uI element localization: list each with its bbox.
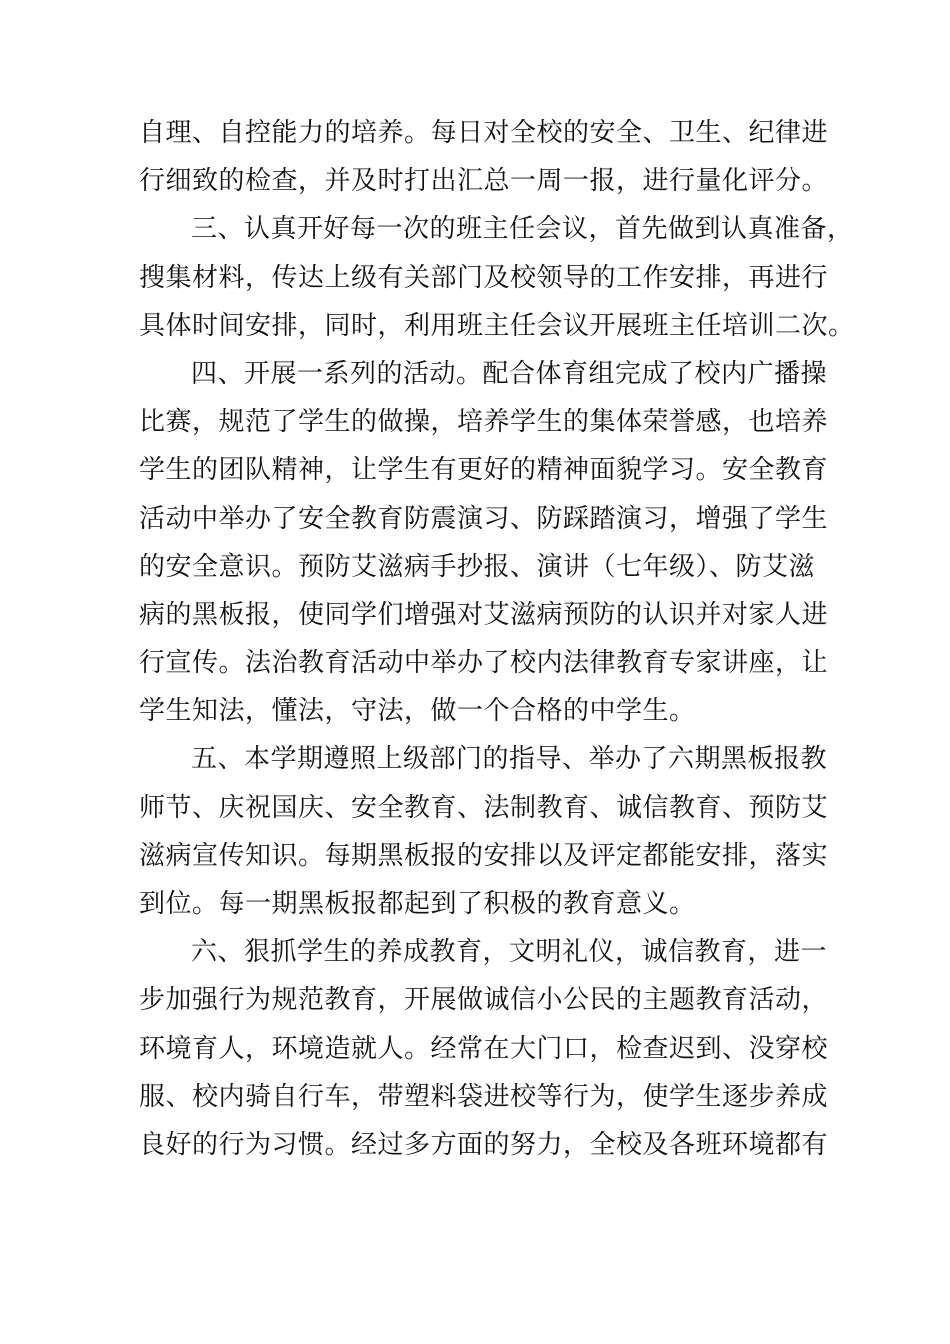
text-line: 行细致的检查，并及时打出汇总一周一报，进行量化评分。 <box>139 166 829 197</box>
text-line: 活动中举办了安全教育防震演习、防踩踏演习，增强了学生 <box>139 503 829 534</box>
paragraph-start-line: 六、狠抓学生的养成教育，文明礼仪，诚信教育，进一 <box>191 937 828 968</box>
paragraph-start-line: 五、本学期遵照上级部门的指导、举办了六期黑板报教 <box>191 744 828 775</box>
paragraph-start-line: 三、认真开好每一次的班主任会议，首先做到认真准备， <box>191 214 854 245</box>
text-line: 师节、庆祝国庆、安全教育、法制教育、诚信教育、预防艾 <box>139 792 829 823</box>
text-line: 步加强行为规范教育，开展做诚信小公民的主题教育活动， <box>139 985 829 1016</box>
text-line: 自理、自控能力的培养。每日对全校的安全、卫生、纪律进 <box>139 118 829 148</box>
text-line: 学生的团队精神，让学生有更好的精神面貌学习。安全教育 <box>139 455 829 486</box>
text-line: 搜集材料，传达上级有关部门及校领导的工作安排，再进行 <box>139 262 829 293</box>
text-line: 良好的行为习惯。经过多方面的努力，全校及各班环境都有 <box>139 1129 829 1160</box>
text-line: 滋病宣传知识。每期黑板报的安排以及评定都能安排，落实 <box>139 840 829 871</box>
document-body <box>139 109 855 1169</box>
text-line: 环境育人，环境造就人。经常在大门口，检查迟到、没穿校 <box>139 1033 829 1064</box>
paragraph-start-line: 四、开展一系列的活动。配合体育组完成了校内广播操 <box>191 358 828 389</box>
text-line: 比赛，规范了学生的做操，培养学生的集体荣誉感，也培养 <box>139 407 829 438</box>
text-line: 的安全意识。预防艾滋病手抄报、演讲（七年级）、防艾滋 <box>139 551 816 582</box>
text-line: 病的黑板报，使同学们增强对艾滋病预防的认识并对家人进 <box>139 599 829 630</box>
text-line: 到位。每一期黑板报都起到了积极的教育意义。 <box>139 889 696 919</box>
text-line: 服、校内骑自行车，带塑料袋进校等行为，使学生逐步养成 <box>139 1081 829 1112</box>
text-line: 具体时间安排，同时，利用班主任会议开展班主任培训二次。 <box>139 310 855 341</box>
text-line: 行宣传。法治教育活动中举办了校内法律教育专家讲座，让 <box>139 648 829 679</box>
text-line: 学生知法，懂法，守法，做一个合格的中学生。 <box>139 696 696 727</box>
